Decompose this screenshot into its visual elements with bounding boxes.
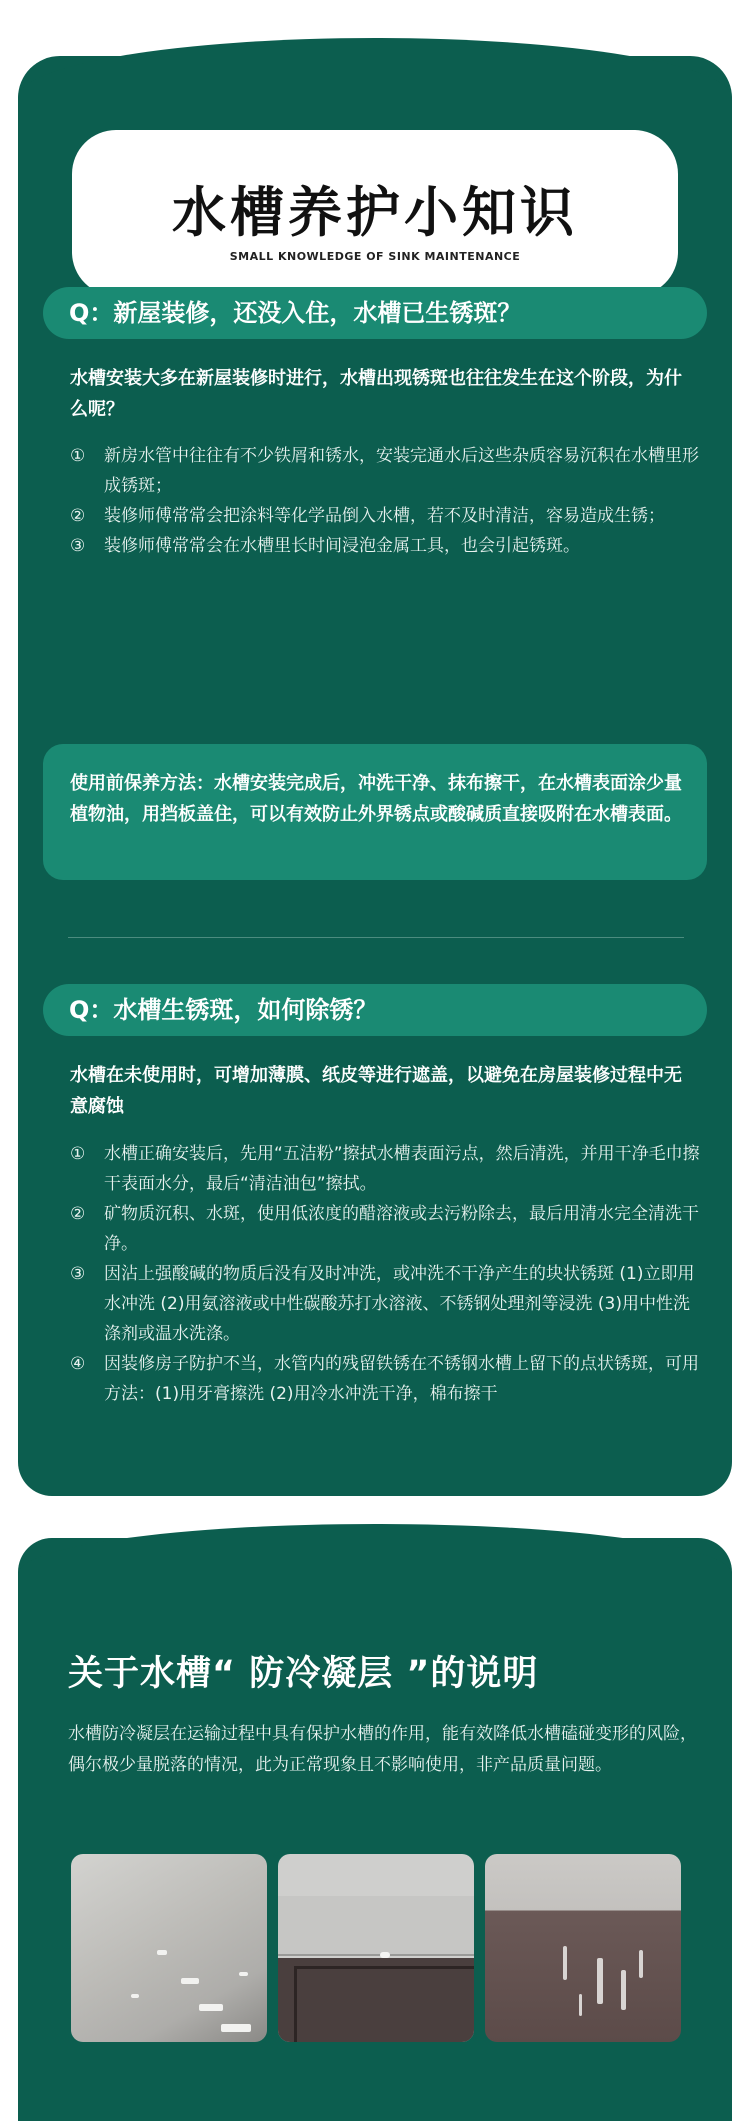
list-item-text: 因沾上强酸碱的物质后没有及时冲洗，或冲洗不干净产生的块状锈斑 (1)立即用水冲洗 (2)用氨溶液或中性碳酸苏打水溶液、不锈钢处理剂等浸洗 (3)用中性洗涤剂或温水洗涤。 — [104, 1264, 695, 1344]
list-item-text: 装修师傅常常会在水槽里长时间浸泡金属工具，也会引起锈斑。 — [104, 536, 580, 556]
section2-intro: 水槽在未使用时，可增加薄膜、纸皮等进行遮盖，以避免在房屋装修过程中无意腐蚀 — [70, 1065, 682, 1117]
list-item — [70, 1199, 700, 1259]
list-item-text: 新房水管中往往有不少铁屑和锈水，安装完通水后这些杂质容易沉积在水槽里形成锈斑； — [104, 446, 699, 496]
list-item-number: ③ — [70, 1264, 86, 1284]
list-item-number: ③ — [70, 536, 86, 556]
anti-condensation-description: 水槽防冷凝层在运输过程中具有保护水槽的作用，能有效降低水槽磕碰变形的风险，偶尔极少量脱落的情况，此为正常现象且不影响使用，非产品质量问题。 — [68, 1724, 697, 1775]
section1-intro: 水槽安装大多在新屋装修时进行，水槽出现锈斑也往往发生在这个阶段，为什么呢？ — [70, 368, 682, 420]
question-bar-rust-removal: Q：水槽生锈斑，如何除锈？ — [43, 984, 707, 1036]
maintenance-card — [18, 56, 732, 1496]
section2-list — [70, 1139, 700, 1409]
coating-photo-sink-corner — [278, 1854, 474, 2042]
page-subtitle: SMALL KNOWLEDGE OF SINK MAINTENANCE — [229, 250, 521, 263]
page-title: 水槽养护小知识 — [172, 181, 578, 244]
list-item — [70, 531, 700, 561]
pre-use-tip-box: 使用前保养方法：水槽安装完成后，冲洗干净、抹布擦干，在水槽表面涂少量植物油，用挡板盖住，可以有效防止外界锈点或酸碱质直接吸附在水槽表面。 — [43, 744, 707, 880]
list-item — [70, 1259, 700, 1349]
list-item — [70, 501, 700, 531]
list-item-text: 水槽正确安装后，先用“五洁粉”擦拭水槽表面污点，然后清洗，并用干净毛巾擦干表面水分，最后“清洁油包”擦拭。 — [104, 1144, 700, 1194]
coating-photo-sink-edge — [485, 1854, 681, 2042]
list-item-number: ④ — [70, 1354, 86, 1374]
list-item — [70, 441, 700, 501]
list-item — [70, 1139, 700, 1199]
list-item-text: 矿物质沉积、水斑，使用低浓度的醋溶液或去污粉除去，最后用清水完全清洗干净。 — [104, 1204, 699, 1254]
title-banner — [72, 130, 678, 296]
list-item-number: ② — [70, 506, 86, 526]
anti-condensation-card — [18, 1538, 732, 2121]
coating-photo-closeup — [71, 1854, 267, 2042]
list-item-number: ① — [70, 446, 86, 466]
list-item-text: 装修师傅常常会把涂料等化学品倒入水槽，若不及时清洁，容易造成生锈； — [104, 506, 665, 526]
anti-condensation-title: 关于水槽“ 防冷凝层 ”的说明 — [68, 1654, 539, 1694]
list-item-number: ① — [70, 1144, 86, 1164]
list-item-text: 因装修房子防护不当，水管内的残留铁锈在不锈钢水槽上留下的点状锈斑，可用方法：(1)用牙膏擦洗 (2)用冷水冲洗干净，棉布擦干 — [104, 1354, 699, 1404]
list-item — [70, 1349, 700, 1409]
section-divider — [68, 937, 684, 938]
list-item-number: ② — [70, 1204, 86, 1224]
section1-list — [70, 441, 700, 561]
question-bar-rust-new-house: Q：新屋装修，还没入住，水槽已生锈斑？ — [43, 287, 707, 339]
